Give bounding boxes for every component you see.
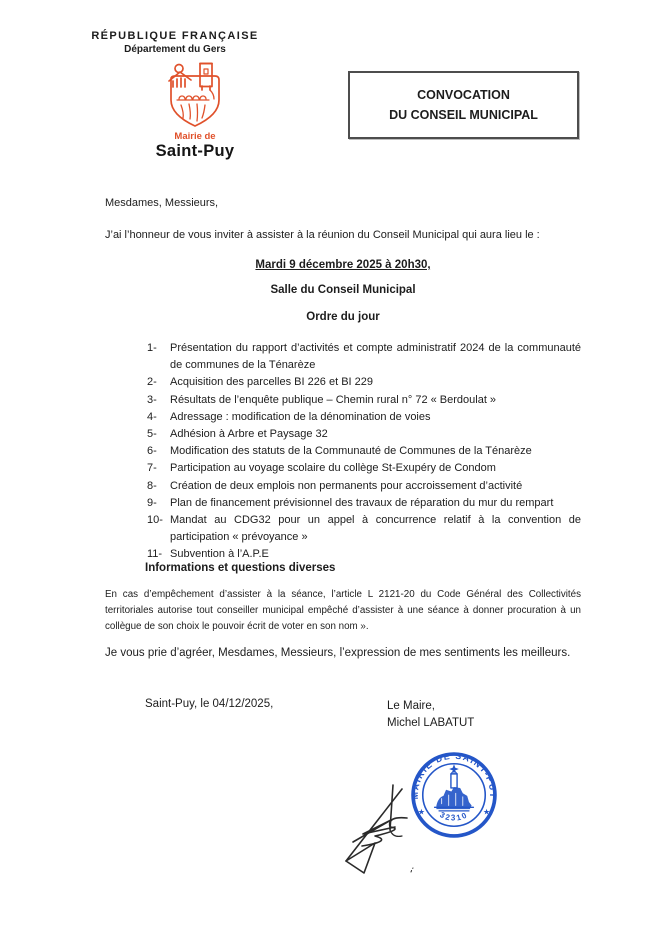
signer-block (387, 698, 474, 732)
agenda-item (147, 478, 581, 495)
agenda-list (147, 340, 581, 564)
meeting-date-line: Mardi 9 décembre 2025 à 20h30, (255, 259, 431, 271)
agenda-item (147, 409, 581, 426)
agenda-item-text: Participation au voyage scolaire du collège St-Exupéry de Condom (170, 462, 496, 475)
signer-title: Le Maire, (387, 700, 435, 712)
closing-paragraph: Je vous prie d’agréer, Mesdames, Messieurs, l’expression de mes sentiments les meilleurs. (105, 647, 571, 659)
agenda-item-number: 8- (147, 479, 157, 492)
agenda-item-number: 11- (147, 548, 163, 561)
agenda-item-number: 6- (147, 445, 157, 458)
agenda-item-number: 4- (147, 410, 157, 423)
agenda-item (147, 443, 581, 460)
round-seal-stamp (410, 751, 498, 839)
agenda-heading: Ordre du jour (306, 311, 380, 323)
svg-text:32310 (438, 810, 469, 823)
salutation: Mesdames, Messieurs, (105, 197, 219, 209)
agenda-item-number: 10- (147, 514, 163, 527)
signer-name: Michel LABATUT (387, 717, 475, 729)
stamp-postal-code: 32310 (438, 810, 470, 823)
agenda-item (147, 512, 581, 546)
agenda-item-number: 9- (147, 496, 157, 509)
agenda-item-text: Acquisition des parcelles BI 226 et BI 229 (170, 376, 374, 389)
agenda-item-number: 1- (147, 342, 157, 354)
stamp-left-star-icon: ★ (417, 807, 425, 817)
village-crest-icon (164, 62, 226, 130)
convocation-title-line2: DU CONSEIL MUNICIPAL (389, 108, 538, 122)
agenda-item-text: Adhésion à Arbre et Paysage 32 (170, 428, 328, 441)
agenda-item (147, 392, 581, 409)
agenda-item-text: Modification des statuts de la Communauté de Communes de la Ténarèze (170, 445, 532, 458)
legal-note-paragraph: En cas d’empêchement d’assister à la séance, l’article L 2121-20 du Code Général des Collectivités territoriales autorise tout conseiller municipal empêché d’assister à une séance à donner procuration à un collègue de son choix le pouvoir écrit de voter en son nom ». (105, 589, 581, 632)
department-subtitle: Département du Gers (124, 44, 226, 55)
agenda-item-number: 5- (147, 428, 157, 441)
agenda-item (147, 426, 581, 443)
commune-name: Saint-Puy (155, 142, 235, 160)
convocation-title-line1: CONVOCATION (417, 88, 510, 102)
stamp-village-art (435, 764, 474, 811)
agenda-item-text: Présentation du rapport d’activités et compte administratif 2024 de la communauté de communes de la Ténarèze (170, 342, 581, 372)
republic-title: RÉPUBLIQUE FRANÇAISE (91, 30, 259, 42)
agenda-item (147, 495, 581, 512)
convocation-title-box (348, 71, 579, 139)
stamp-top-text: MAIRIE DE SAINT-PUY (410, 751, 498, 800)
agenda-item-text: Subvention à l’A.P.E (170, 548, 269, 561)
agenda-item-number: 3- (147, 393, 157, 406)
commune-logo-block (133, 62, 257, 161)
meeting-place-line: Salle du Conseil Municipal (270, 284, 416, 296)
agenda-item-text: Adressage : modification de la dénomination de voies (170, 410, 431, 423)
agenda-item-text: Création de deux emplois non permanents pour accroissement d’activité (170, 479, 523, 492)
agenda-item-number: 2- (147, 376, 157, 389)
intro-paragraph: J’ai l’honneur de vous inviter à assister à la réunion du Conseil Municipal qui aura lieu le : (105, 229, 540, 241)
government-header (78, 30, 272, 55)
agenda-item (147, 374, 581, 391)
agenda-item (147, 340, 581, 374)
agenda-item-number: 7- (147, 462, 157, 475)
mairie-de-label: Mairie de (174, 131, 216, 142)
info-questions-heading: Informations et questions diverses (145, 562, 336, 574)
stamp-right-star-icon: ★ (483, 807, 491, 817)
agenda-item-text: Plan de financement prévisionnel des travaux de réparation du mur du rempart (170, 496, 554, 509)
agenda-item-text: Résultats de l’enquête publique – Chemin rural n° 72 « Berdoulat » (170, 393, 497, 406)
agenda-item (147, 460, 581, 477)
agenda-item-text: Mandat au CDG32 pour un appel à concurrence relatif à la convention de participation « prévoyance » (170, 514, 581, 544)
place-date-line: Saint-Puy, le 04/12/2025, (145, 698, 274, 710)
